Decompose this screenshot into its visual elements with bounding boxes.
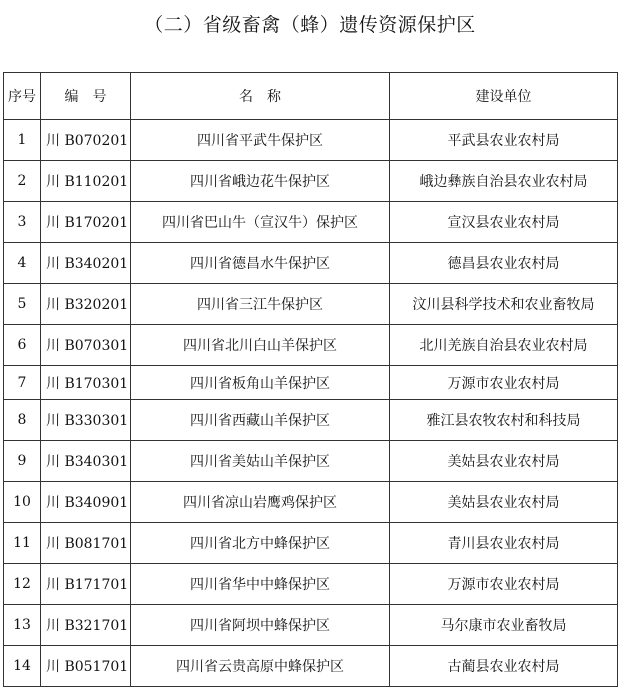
row-code: 川 B340901 (41, 482, 131, 523)
row-seq: 10 (4, 482, 41, 523)
table-row (4, 243, 618, 284)
row-code: 川 B070301 (41, 325, 131, 366)
row-seq: 12 (4, 564, 41, 605)
row-seq: 2 (4, 161, 41, 202)
row-code: 川 B170301 (41, 366, 131, 400)
table-row (4, 646, 618, 687)
row-name: 四川省华中中蜂保护区 (131, 564, 390, 605)
row-seq: 1 (4, 120, 41, 161)
table-row (4, 202, 618, 243)
row-name: 四川省三江牛保护区 (131, 284, 390, 325)
table-row (4, 325, 618, 366)
row-unit: 万源市农业农村局 (390, 366, 618, 400)
row-code: 川 B340201 (41, 243, 131, 284)
row-name: 四川省北川白山羊保护区 (131, 325, 390, 366)
table-body (4, 120, 618, 687)
header-code: 编 号 (41, 73, 131, 120)
row-name: 四川省平武牛保护区 (131, 120, 390, 161)
row-seq: 4 (4, 243, 41, 284)
row-seq: 5 (4, 284, 41, 325)
row-unit: 雅江县农牧农村和科技局 (390, 400, 618, 441)
row-code: 川 B330301 (41, 400, 131, 441)
table-row (4, 400, 618, 441)
table-row (4, 284, 618, 325)
row-seq: 3 (4, 202, 41, 243)
row-name: 四川省巴山牛（宣汉牛）保护区 (131, 202, 390, 243)
row-seq: 11 (4, 523, 41, 564)
row-seq: 7 (4, 366, 41, 400)
table-row (4, 161, 618, 202)
row-code: 川 B321701 (41, 605, 131, 646)
row-name: 四川省峨边花牛保护区 (131, 161, 390, 202)
row-name: 四川省凉山岩鹰鸡保护区 (131, 482, 390, 523)
table-row (4, 366, 618, 400)
table-row (4, 482, 618, 523)
row-unit: 美姑县农业农村局 (390, 441, 618, 482)
row-code: 川 B070201 (41, 120, 131, 161)
row-seq: 13 (4, 605, 41, 646)
row-name: 四川省西藏山羊保护区 (131, 400, 390, 441)
header-seq: 序号 (4, 73, 41, 120)
row-code: 川 B320201 (41, 284, 131, 325)
row-name: 四川省美姑山羊保护区 (131, 441, 390, 482)
row-name: 四川省板角山羊保护区 (131, 366, 390, 400)
row-unit: 平武县农业农村局 (390, 120, 618, 161)
table-row (4, 605, 618, 646)
row-unit: 马尔康市农业畜牧局 (390, 605, 618, 646)
table-row (4, 120, 618, 161)
row-unit: 青川县农业农村局 (390, 523, 618, 564)
row-seq: 8 (4, 400, 41, 441)
row-unit: 万源市农业农村局 (390, 564, 618, 605)
row-code: 川 B110201 (41, 161, 131, 202)
row-unit: 汶川县科学技术和农业畜牧局 (390, 284, 618, 325)
row-unit: 德昌县农业农村局 (390, 243, 618, 284)
row-code: 川 B171701 (41, 564, 131, 605)
row-name: 四川省北方中蜂保护区 (131, 523, 390, 564)
header-unit: 建设单位 (390, 73, 618, 120)
row-seq: 9 (4, 441, 41, 482)
row-name: 四川省云贵高原中蜂保护区 (131, 646, 390, 687)
row-name: 四川省德昌水牛保护区 (131, 243, 390, 284)
row-unit: 北川羌族自治县农业农村局 (390, 325, 618, 366)
conservation-area-table (3, 72, 618, 687)
table-header-row (4, 73, 618, 120)
page-title: （二）省级畜禽（蜂）遗传资源保护区 (144, 14, 476, 36)
row-unit: 峨边彝族自治县农业农村局 (390, 161, 618, 202)
row-seq: 14 (4, 646, 41, 687)
row-unit: 古蔺县农业农村局 (390, 646, 618, 687)
row-code: 川 B051701 (41, 646, 131, 687)
row-seq: 6 (4, 325, 41, 366)
row-name: 四川省阿坝中蜂保护区 (131, 605, 390, 646)
row-unit: 美姑县农业农村局 (390, 482, 618, 523)
row-unit: 宣汉县农业农村局 (390, 202, 618, 243)
table-row (4, 523, 618, 564)
row-code: 川 B170201 (41, 202, 131, 243)
table-row (4, 441, 618, 482)
table-row (4, 564, 618, 605)
row-code: 川 B081701 (41, 523, 131, 564)
row-code: 川 B340301 (41, 441, 131, 482)
header-name: 名 称 (131, 73, 390, 120)
